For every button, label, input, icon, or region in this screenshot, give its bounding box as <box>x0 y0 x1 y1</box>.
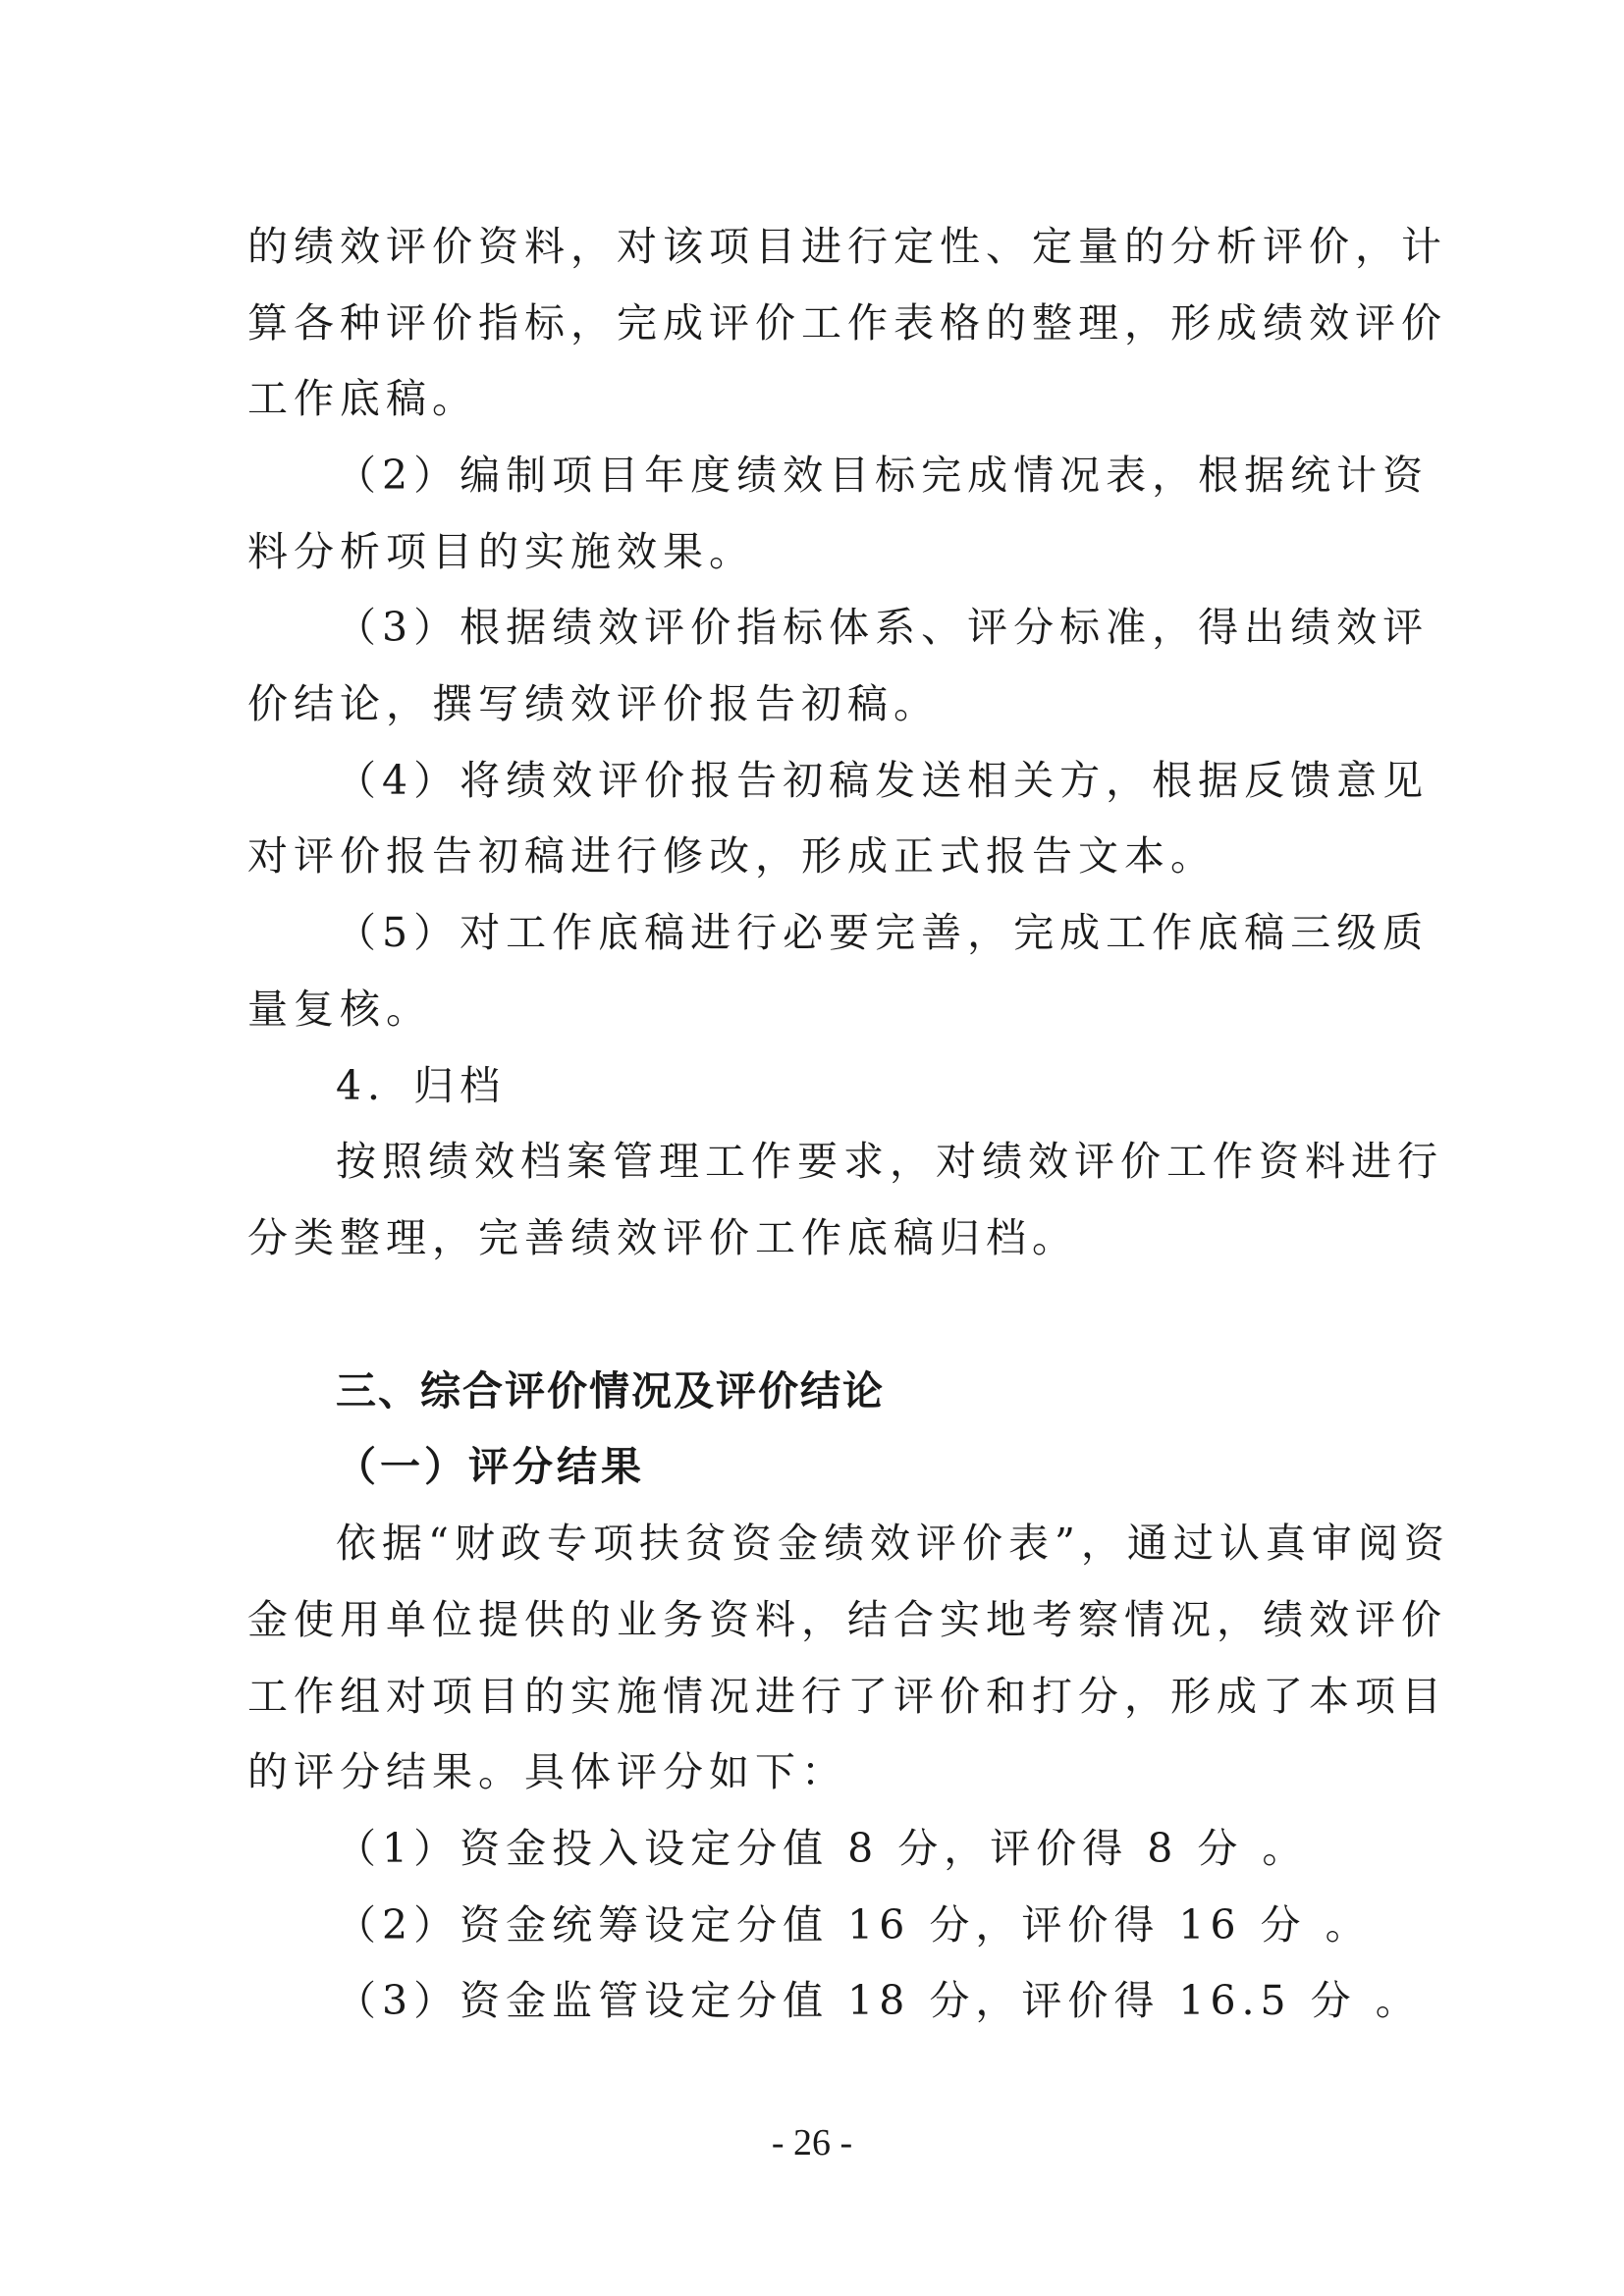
body-line: 对评价报告初稿进行修改，形成正式报告文本。 <box>247 832 1217 880</box>
score-item-1: （1）资金投入设定分值 8 分，评价得 8 分 。 <box>336 1825 1309 1872</box>
body-line: 算各种评价指标，完成评价工作表格的整理，形成绩效评价 <box>247 299 1447 347</box>
list-item-5: （5）对工作底稿进行必要完善，完成工作底稿三级质 <box>336 909 1430 956</box>
body-line: 分类整理，完善绩效评价工作底稿归档。 <box>247 1214 1078 1261</box>
section-heading: 三、综合评价情况及评价结论 <box>336 1367 885 1415</box>
subsection-heading: （一）评分结果 <box>336 1443 645 1490</box>
body-line: 金使用单位提供的业务资料，结合实地考察情况，绩效评价 <box>247 1596 1447 1643</box>
section-4-title: 4．归档 <box>336 1062 507 1109</box>
list-item-2: （2）编制项目年度绩效目标完成情况表，根据统计资 <box>336 452 1430 499</box>
body-line: 的评分结果。具体评分如下： <box>247 1748 847 1795</box>
list-item-4: （4）将绩效评价报告初稿发送相关方，根据反馈意见 <box>336 757 1430 804</box>
page-number: - 26 - <box>771 2122 853 2163</box>
body-line: 按照绩效档案管理工作要求，对绩效评价工作资料进行 <box>336 1138 1443 1185</box>
body-line: 的绩效评价资料，对该项目进行定性、定量的分析评价，计 <box>247 223 1447 270</box>
body-line: 工作底稿。 <box>247 375 478 422</box>
body-line: 价结论，撰写绩效评价报告初稿。 <box>247 680 940 727</box>
score-item-3: （3）资金监管设定分值 18 分，评价得 16.5 分 。 <box>336 1977 1422 2024</box>
body-line: 依据“财政专项扶贫资金绩效评价表”，通过认真审阅资 <box>336 1520 1450 1567</box>
body-line: 料分析项目的实施效果。 <box>247 528 755 575</box>
list-item-3: （3）根据绩效评价指标体系、评分标准，得出绩效评 <box>336 604 1430 651</box>
score-item-2: （2）资金统筹设定分值 16 分，评价得 16 分 。 <box>336 1901 1372 1949</box>
body-line: 工作组对项目的实施情况进行了评价和打分，形成了本项目 <box>247 1673 1447 1720</box>
body-line: 量复核。 <box>247 986 432 1033</box>
